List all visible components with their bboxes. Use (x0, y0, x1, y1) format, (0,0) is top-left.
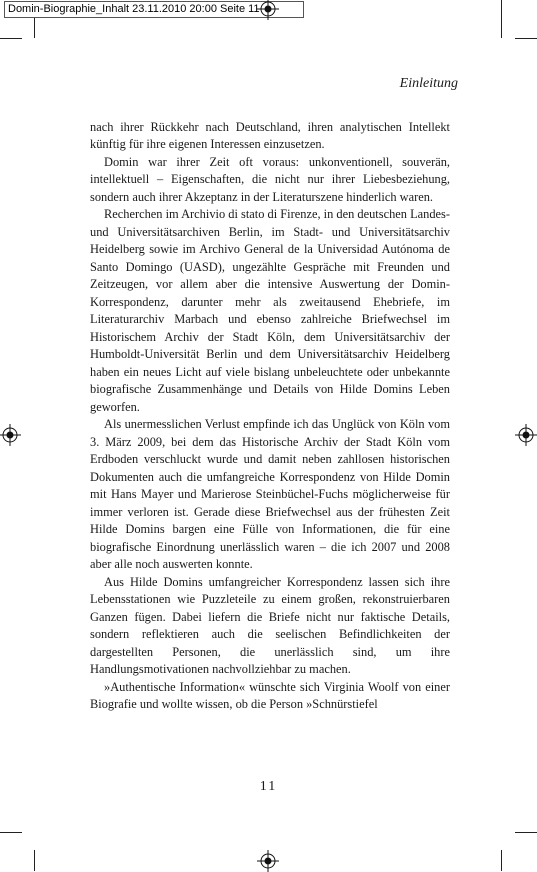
paragraph: Aus Hilde Domins umfangreicher Korrespondenz lassen sich ihre Lebensstationen wie Puzzleteile zu einem großen, rekonstruierbaren Ganzen fügen. Dabei liefern die Briefe nicht nur faktische Details, sondern reflektieren auch die seelischen Befindlichkeiten der dargestellten Personen, die unerlässlich sind, um ihre Handlungsmotivationen nachvollziehbar zu machen. (90, 574, 450, 677)
crop-mark-top-left-h (0, 38, 22, 39)
registration-mark-right-icon (515, 424, 537, 446)
paragraph: nach ihrer Rückkehr nach Deutschland, ihren analytischen Intellekt künftig für ihre eigenen Interessen einzusetzen. (90, 120, 450, 152)
page-number: 11 (259, 779, 278, 794)
crop-mark-bottom-left-v (34, 850, 35, 871)
running-header-text: Einleitung (399, 76, 458, 91)
crop-mark-top-right-h (515, 38, 537, 39)
crop-mark-top-left-v (34, 18, 35, 38)
paragraph: Domin war ihrer Zeit oft voraus: unkonventionell, souverän, intellektuell – Eigenschaften, die nicht nur ihrer Liebesbeziehung, sondern auch ihrer Akzeptanz in der Literaturszene hinderlich waren. (90, 154, 450, 204)
paragraph: Recherchen im Archivio di stato di Firenze, in den deutschen Landes- und Universitätsarchiven Berlin, im Stadt- und Universitätsarchiv Heidelberg sowie im Archivo General de la Universidad Autónoma de Santo Domingo (UASD), ungezählte Gespräche mit Freunden und Zeitzeugen, vor allem aber die intensive Auswertung der Domin-Korrespondenz, darunter mehr als zweitausend Ehebriefe, im Literaturarchiv Marbach und ebenso zahlreiche Briefwechsel im Historischem Archiv der Stadt Köln, dem Universitätsarchiv der Humboldt-Universität Berlin und dem Universitätsarchiv Heidelberg haben ein neues Licht auf viele bislang unbeleuchtete oder unbekannte biografische Zusammenhänge und Details von Hilde Domins Leben geworfen. (90, 207, 450, 414)
crop-mark-bottom-left-h (0, 832, 22, 833)
print-slug: Domin-Biographie_Inhalt 23.11.2010 20:00 Seite 11 (4, 1, 304, 18)
registration-mark-top-icon (257, 0, 279, 20)
body-text (90, 119, 450, 713)
registration-mark-left-icon (0, 424, 21, 446)
crop-mark-top-right-v (501, 0, 502, 38)
registration-mark-bottom-icon (257, 850, 279, 872)
crop-mark-bottom-right-h (515, 832, 537, 833)
paragraph: »Authentische Information« wünschte sich Virginia Woolf von einer Biografie und wollte wissen, ob die Person »Schnürstiefel (90, 679, 450, 711)
paragraph: Als unermesslichen Verlust empfinde ich das Unglück von Köln vom 3. März 2009, bei dem das Historische Archiv der Stadt Köln vom Erdboden verschluckt wurde und damit neben zahllosen historischen Dokumenten auch die umfangreiche Korrespondenz von Hilde Domin mit Hans Mayer und Marierose Steinbüchel-Fuchs möglicherweise für immer verloren ist. Gerade diese Briefwechsel aus der frühesten Zeit Hilde Domins bargen eine Fülle von Informationen, die für eine biografische Einordnung unerlässlich waren – die ich 2007 und 2008 aber alle noch auswerten konnte. (90, 417, 450, 572)
crop-mark-bottom-right-v (501, 850, 502, 871)
